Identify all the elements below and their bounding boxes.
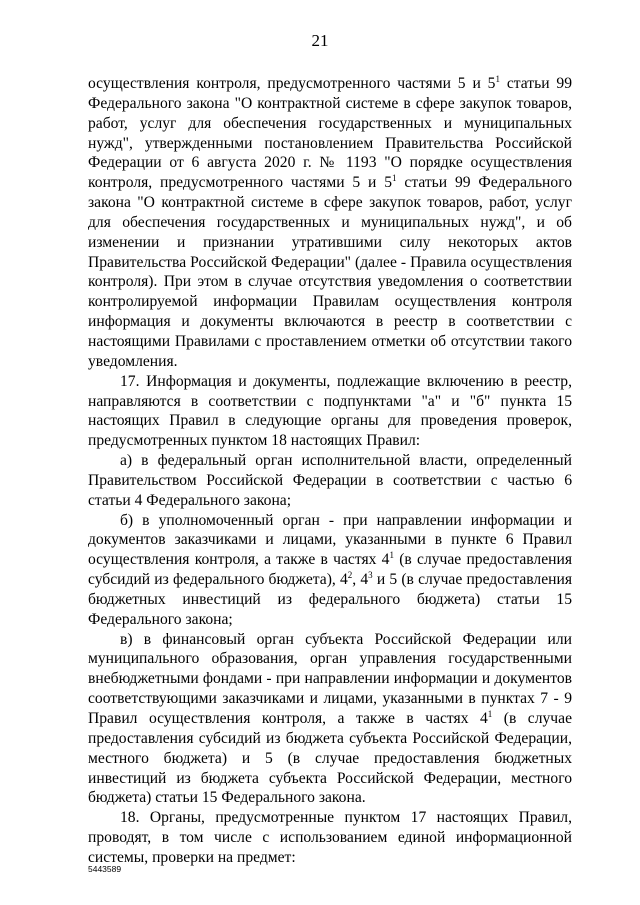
superscript: 3 bbox=[368, 570, 373, 581]
paragraph-17 bbox=[88, 372, 572, 451]
paragraph-text: и 5 (в случае предоставления бюджетных инвестиций из федерального бюджета) статьи 15 Федерального закона; bbox=[88, 571, 572, 628]
superscript: 1 bbox=[487, 709, 493, 719]
superscript: 2 bbox=[347, 570, 353, 581]
paragraph-text: а) в федеральный орган исполнительной власти, определенный Правительством Российской Федерации в соответствии с частью 6 статьи 4 Федерального закона; bbox=[88, 452, 572, 509]
superscript: 1 bbox=[389, 550, 394, 561]
paragraph-continuation bbox=[88, 74, 572, 372]
paragraph-17-b bbox=[88, 511, 572, 630]
page-number: 21 bbox=[311, 31, 329, 50]
paragraph-text: осуществления контроля, предусмотренного частями 5 и 5 bbox=[88, 75, 496, 92]
paragraph-18 bbox=[88, 808, 572, 868]
paragraph-17-a bbox=[88, 451, 572, 511]
paragraph-text: 18. Органы, предусмотренные пунктом 17 настоящих Правил, проводят, в том числе с использованием единой информационной системы, проверки на предмет: bbox=[88, 809, 572, 866]
document-code: 5443589 bbox=[88, 864, 122, 874]
paragraph-text: в) в финансовый орган субъекта Российской Федерации или муниципального образования, орган управления государственными внебюджетными фондами - при направлении информации и документов соответствующими заказчиками и лицами, указанными в пунктах 7 - 9 Правил осуществления контроля, а также в частях 4 bbox=[88, 630, 572, 727]
paragraph-text: (в случае предоставления субсидий из бюджета субъекта Российской Федерации, местного бюджета) и 5 (в случае предоставления бюджетных инвестиций из бюджета субъекта Российской Федерации, местного бюджета) статьи 15 Федерального закона. bbox=[88, 710, 572, 807]
paragraph-17-v bbox=[88, 630, 572, 809]
superscript: 1 bbox=[495, 74, 500, 84]
document-body bbox=[88, 74, 572, 868]
paragraph-text: 17. Информация и документы, подлежащие включению в реестр, направляются в соответствии с подпунктами "а" и "б" пункта 15 настоящих Правил в следующие органы для проведения проверок, предусмотренных пунктом 18 настоящих Правил: bbox=[88, 372, 572, 450]
superscript: 1 bbox=[392, 173, 397, 184]
paragraph-text: , 4 bbox=[352, 571, 369, 589]
paragraph-text: (в случае предоставления субсидий из федерального бюджета), 4 bbox=[88, 551, 572, 589]
paragraph-text: статьи 99 Федерального закона "О контрактной системе в сфере закупок товаров, работ, услуг для обеспечения государственных и муниципальных нужд", утвержденными постановлением Правительства Российской Федерации от 6 августа 2020 г. № 1193 "О порядке осуществления контроля, предусмотренного частями 5 и 5 bbox=[88, 75, 572, 192]
paragraph-text: статьи 99 Федерального закона "О контрактной системе в сфере закупок товаров, работ, услуг для обеспечения государственных и муниципальных нужд", и об изменении и признании утратившими силу некоторых актов Правительства Российской Федерации" (далее - Правила осуществления контроля). При этом в случае отсутствия уведомления о соответствии контролируемой информации Правилам осуществления контроля информация и документы включаются в реестр в соответствии с настоящими Правилами с проставлением отметки об отсутствии такого уведомления. bbox=[88, 174, 573, 370]
paragraph-text: б) в уполномоченный орган - при направлении информации и документов заказчиками и лицами, указанными в пункте 6 Правил осуществления контроля, а также в частях 4 bbox=[88, 511, 572, 569]
